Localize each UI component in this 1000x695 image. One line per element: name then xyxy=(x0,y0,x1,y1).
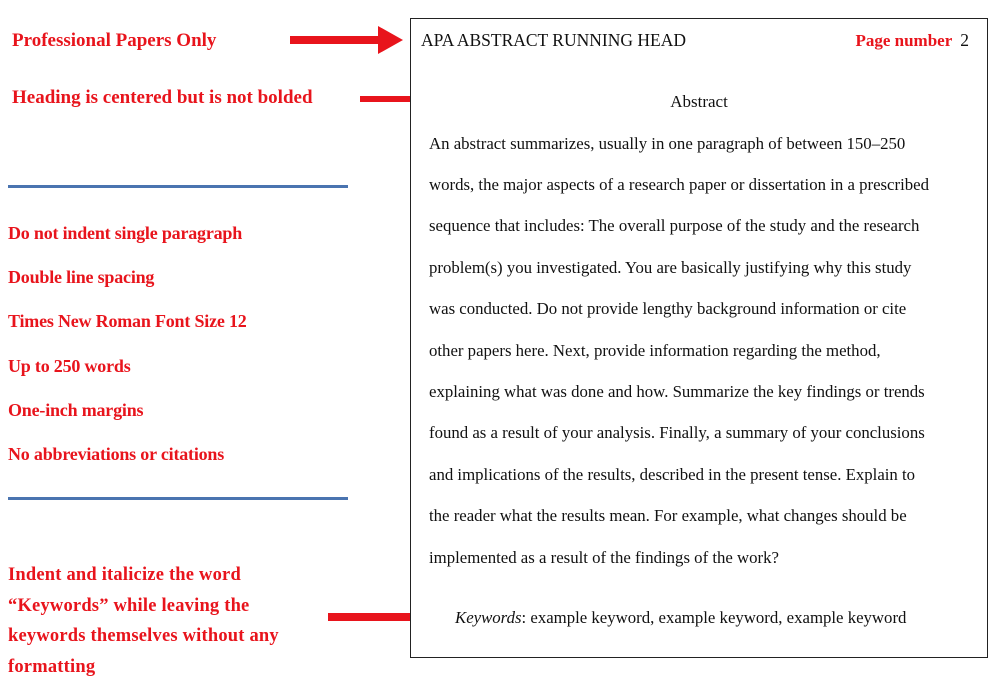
annotation-margins: One-inch margins xyxy=(8,400,144,420)
divider-bottom xyxy=(8,497,348,500)
annotation-keywords-line: Indent and italicize the word xyxy=(8,565,241,585)
abstract-line: implemented as a result of the findings of the work? xyxy=(429,548,779,567)
annotation-no-abbreviations: No abbreviations or citations xyxy=(8,444,225,464)
paper-page xyxy=(410,18,988,658)
abstract-line: words, the major aspects of a research paper or dissertation in a prescribed xyxy=(429,175,929,194)
keywords-text: : example keyword, example keyword, example keyword xyxy=(521,608,907,627)
annotation-no-indent: Do not indent single paragraph xyxy=(8,223,243,243)
abstract-line: sequence that includes: The overall purpose of the study and the research xyxy=(429,216,920,235)
abstract-line: other papers here. Next, provide information regarding the method, xyxy=(429,341,881,360)
abstract-line: was conducted. Do not provide lengthy background information or cite xyxy=(429,299,907,318)
annotation-font: Times New Roman Font Size 12 xyxy=(8,311,247,331)
abstract-line: problem(s) you investigated. You are basically justifying why this study xyxy=(429,258,912,277)
divider-top xyxy=(8,185,348,188)
abstract-line: the reader what the results mean. For example, what changes should be xyxy=(429,506,907,525)
abstract-heading: Abstract xyxy=(670,92,728,111)
page-number: 2 xyxy=(960,30,969,50)
keywords-line xyxy=(455,608,906,628)
arrow-right-icon xyxy=(290,26,405,54)
annotation-keywords-note xyxy=(8,560,279,682)
page-number-label: Page number xyxy=(855,31,953,50)
page-number-area xyxy=(855,30,969,51)
annotation-professional-papers: Professional Papers Only xyxy=(12,30,217,51)
annotation-keywords-line: keywords themselves without any xyxy=(8,626,279,646)
annotation-keywords-line: “Keywords” while leaving the xyxy=(8,595,250,616)
keywords-label: Keywords xyxy=(455,608,522,627)
abstract-line: explaining what was done and how. Summarize the key findings or trends xyxy=(429,382,925,401)
annotation-word-limit: Up to 250 words xyxy=(8,356,131,376)
annotation-keywords-line: formatting xyxy=(8,656,96,677)
running-head: APA ABSTRACT RUNNING HEAD xyxy=(421,30,686,50)
annotation-double-spacing: Double line spacing xyxy=(8,267,155,287)
abstract-line: and implications of the results, described in the present tense. Explain to xyxy=(429,465,916,484)
abstract-line: found as a result of your analysis. Finally, a summary of your conclusions xyxy=(429,423,925,442)
annotation-heading-centered: Heading is centered but is not bolded xyxy=(12,87,313,108)
abstract-line: An abstract summarizes, usually in one paragraph of between 150–250 xyxy=(429,134,906,153)
